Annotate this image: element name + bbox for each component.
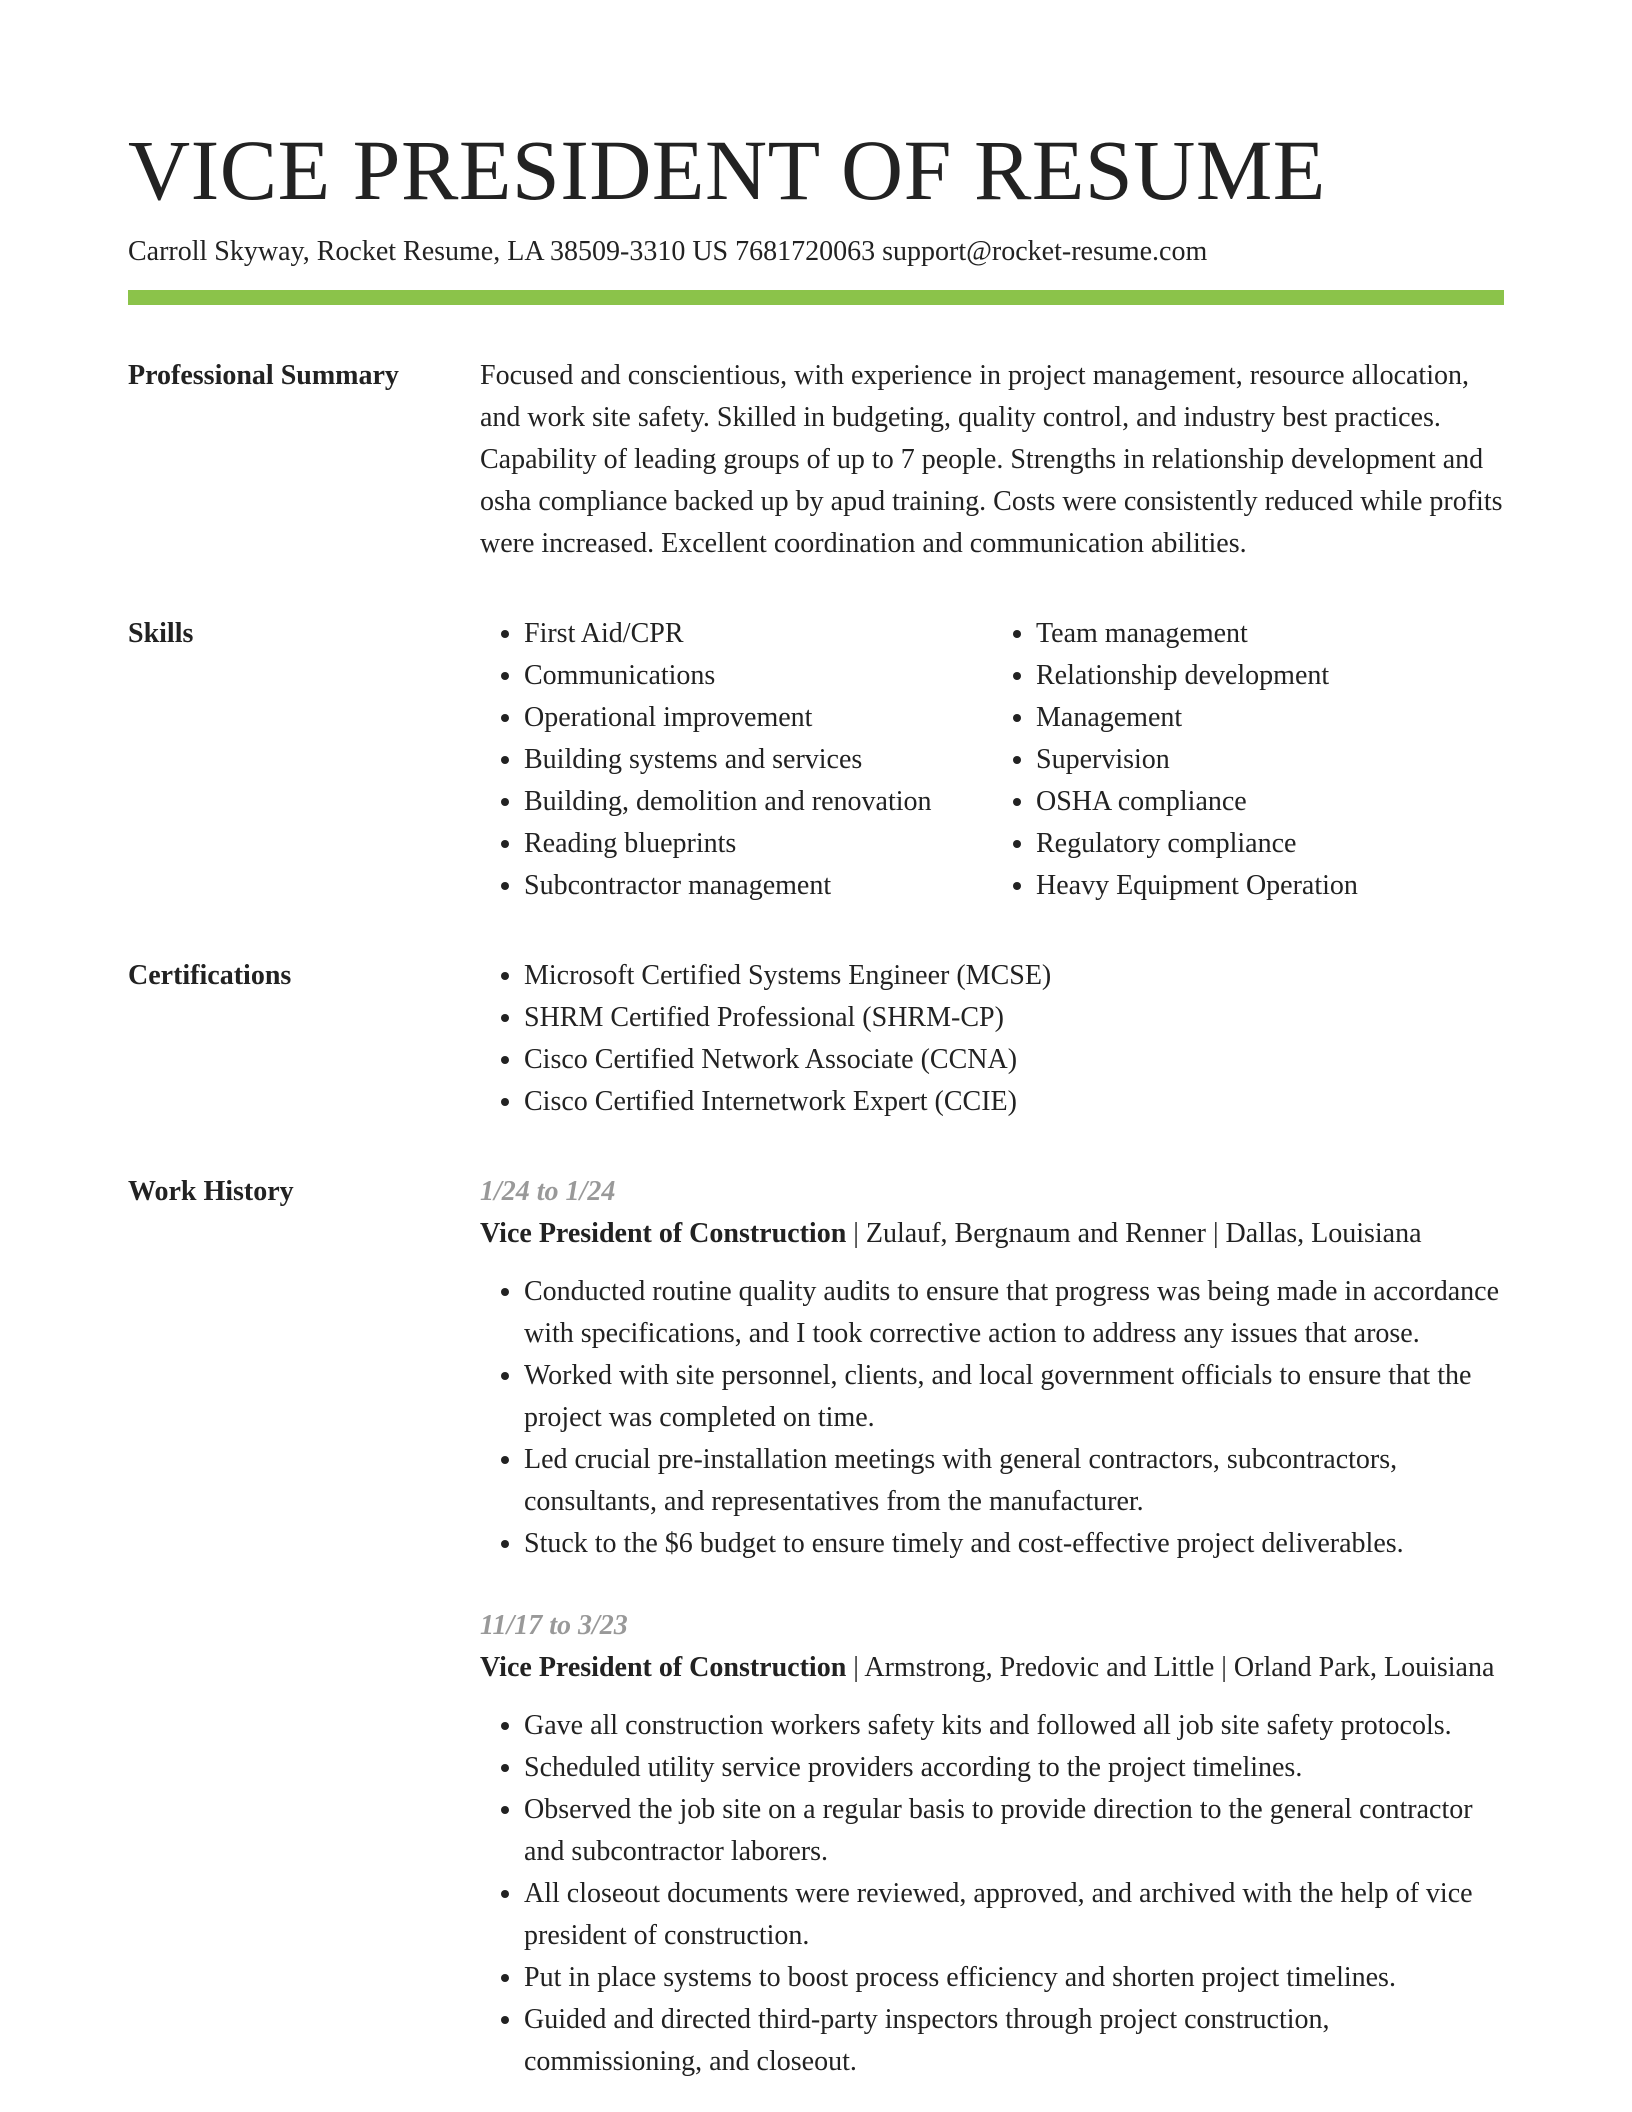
job-bullet: • Led crucial pre-installation meetings with general contractors, subcontractors, consultants, and representatives from the manufacturer. — [524, 1439, 1504, 1523]
job-heading — [480, 1213, 1504, 1255]
job-bullet: • Observed the job site on a regular basis to provide direction to the general contractor and subcontractor laborers. — [524, 1789, 1504, 1873]
work-history-title: Work History — [128, 1176, 294, 1207]
job-details: | Zulauf, Bergnaum and Renner | Dallas, Louisiana — [846, 1218, 1422, 1249]
skill-item: • Reading blueprints — [524, 823, 992, 865]
job-dates: 1/24 to 1/24 — [480, 1176, 616, 1207]
skill-item: • Subcontractor management — [524, 865, 992, 907]
job-heading — [480, 1647, 1504, 1689]
certifications-title: Certifications — [128, 960, 292, 991]
job-bullet: • Put in place systems to boost process efficiency and shorten project timelines. — [524, 1957, 1504, 1999]
skill-item: • Regulatory compliance — [1036, 823, 1504, 865]
skill-item: • First Aid/CPR — [524, 613, 992, 655]
summary-text: Focused and conscientious, with experience in project management, resource allocation, and work site safety. Skilled in budgeting, quality control, and industry best practices. Capability of leading groups of up to 7 people. Strengths in relationship development and osha compliance backed up by apud training. Costs were consistently reduced while profits were increased. Excellent coordination and communication abilities. — [480, 360, 1503, 559]
skill-item: • Management — [1036, 697, 1504, 739]
job-title: Vice President of Construction — [480, 1218, 847, 1249]
job-entry — [480, 1605, 1504, 2083]
skill-item: • Operational improvement — [524, 697, 992, 739]
job-bullet: • Scheduled utility service providers according to the project timelines. — [524, 1747, 1504, 1789]
job-bullet: • Stuck to the $6 budget to ensure timely and cost-effective project deliverables. — [524, 1523, 1504, 1565]
skill-item: • OSHA compliance — [1036, 781, 1504, 823]
skill-item: • Building, demolition and renovation — [524, 781, 992, 823]
summary-title: Professional Summary — [128, 360, 399, 391]
job-entry — [480, 1171, 1504, 1565]
summary-body — [480, 355, 1504, 565]
skills-columns — [480, 613, 1504, 907]
job-bullet: • Worked with site personnel, clients, and local government officials to ensure that the project was completed on time. — [524, 1355, 1504, 1439]
skill-item: • Team management — [1036, 613, 1504, 655]
skills-list-right — [992, 613, 1504, 907]
work-history-body — [480, 1171, 1504, 2083]
skill-item: • Supervision — [1036, 739, 1504, 781]
certifications-section — [128, 955, 1504, 1123]
resume-name: VICE PRESIDENT OF RESUME — [128, 122, 1326, 218]
contact-line: Carroll Skyway, Rocket Resume, LA 38509-3310 US 7681720063 support@rocket-resume.com — [128, 236, 1208, 267]
job-title: Vice President of Construction — [480, 1652, 847, 1683]
job-dates: 11/17 to 3/23 — [480, 1610, 628, 1641]
skills-title: Skills — [128, 618, 194, 649]
certification-item: • SHRM Certified Professional (SHRM-CP) — [524, 997, 1504, 1039]
certification-item: • Cisco Certified Network Associate (CCNA) — [524, 1039, 1504, 1081]
job-bullet: • Gave all construction workers safety kits and followed all job site safety protocols. — [524, 1705, 1504, 1747]
certifications-list — [480, 955, 1504, 1123]
skill-item: • Communications — [524, 655, 992, 697]
skill-item: • Heavy Equipment Operation — [1036, 865, 1504, 907]
skill-item: • Building systems and services — [524, 739, 992, 781]
header-divider — [128, 290, 1504, 305]
skills-list-left — [480, 613, 992, 907]
skill-item: • Relationship development — [1036, 655, 1504, 697]
job-bullet: • Conducted routine quality audits to ensure that progress was being made in accordance with specifications, and I took corrective action to address any issues that arose. — [524, 1271, 1504, 1355]
resume-page — [128, 0, 1504, 2083]
job-bullet: • Guided and directed third-party inspectors through project construction, commissioning, and closeout. — [524, 1999, 1504, 2083]
job-details: | Armstrong, Predovic and Little | Orland Park, Louisiana — [846, 1652, 1495, 1683]
skills-section — [128, 613, 1504, 907]
job-bullet: • All closeout documents were reviewed, approved, and archived with the help of vice president of construction. — [524, 1873, 1504, 1957]
work-history-section — [128, 1171, 1504, 2083]
summary-section — [128, 355, 1504, 565]
certifications-body — [480, 955, 1504, 1123]
certification-item: • Cisco Certified Internetwork Expert (CCIE) — [524, 1081, 1504, 1123]
job-bullets — [480, 1271, 1504, 1565]
skills-body — [480, 613, 1504, 907]
certification-item: • Microsoft Certified Systems Engineer (MCSE) — [524, 955, 1504, 997]
job-bullets — [480, 1705, 1504, 2083]
